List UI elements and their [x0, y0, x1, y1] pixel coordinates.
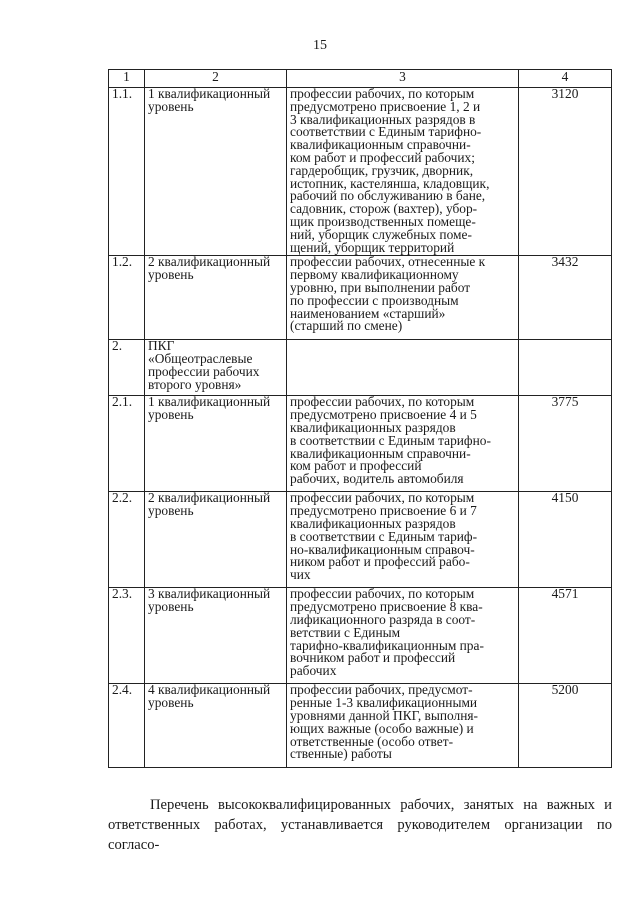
- qualification-level: 3 квалификационный уровень: [145, 588, 287, 684]
- table-row: [109, 588, 612, 684]
- body-paragraph: Перечень высококвалифицированных рабочих, занятых на важных и ответственных работах, устанавливается руководителем организации по согласо-: [108, 797, 612, 853]
- header-cell: 2: [145, 70, 287, 88]
- table-row: [109, 492, 612, 588]
- salary-table: [108, 69, 612, 768]
- row-number: 2.4.: [109, 684, 145, 768]
- qualification-level: 4 квалификационный уровень: [145, 684, 287, 768]
- profession-description: профессии рабочих, отнесенные к первому квалификационному уровню, при выполнении работ по профессии с производным наименованием «старший» (старший по смене): [287, 256, 519, 340]
- qualification-level: 2 квалификационный уровень: [145, 256, 287, 340]
- qualification-level: 1 квалификационный уровень: [145, 396, 287, 492]
- salary-value: 5200: [519, 684, 612, 768]
- salary-value: 4150: [519, 492, 612, 588]
- profession-description: профессии рабочих, по которым предусмотрено присвоение 6 и 7 квалификационных разрядов в соответствии с Единым тариф- но-квалификационным справоч- ником работ и профессий рабо- чих: [287, 492, 519, 588]
- header-cell: 4: [519, 70, 612, 88]
- row-number: 1.2.: [109, 256, 145, 340]
- table-row: [109, 256, 612, 340]
- profession-description: профессии рабочих, по которым предусмотрено присвоение 8 ква- лификационного разряда в соот- ветствии с Единым тарифно-квалификационным пра- вочником работ и профессий рабочих: [287, 588, 519, 684]
- table-row: [109, 684, 612, 768]
- salary-value: 4571: [519, 588, 612, 684]
- salary-value: [519, 340, 612, 396]
- header-cell: 1: [109, 70, 145, 88]
- table-row: [109, 340, 612, 396]
- salary-value: 3120: [519, 88, 612, 256]
- table-row: [109, 396, 612, 492]
- row-number: 2.: [109, 340, 145, 396]
- salary-value: 3775: [519, 396, 612, 492]
- table-header-row: [109, 70, 612, 88]
- group-title: ПКГ «Общеотраслевые профессии рабочих второго уровня»: [145, 340, 287, 396]
- profession-description: [287, 340, 519, 396]
- row-number: 2.3.: [109, 588, 145, 684]
- row-number: 2.1.: [109, 396, 145, 492]
- row-number: 1.1.: [109, 88, 145, 256]
- page-number: 15: [313, 38, 327, 53]
- salary-value: 3432: [519, 256, 612, 340]
- qualification-level: 2 квалификационный уровень: [145, 492, 287, 588]
- qualification-level: 1 квалификационный уровень: [145, 88, 287, 256]
- profession-description: профессии рабочих, предусмот- ренные 1-3 квалификационными уровнями данной ПКГ, выполня- ющих важные (особо важные) и ответственные (особо ответ- ственные) работы: [287, 684, 519, 768]
- profession-description: профессии рабочих, по которым предусмотрено присвоение 4 и 5 квалификационных разрядов в соответствии с Единым тарифно- квалификационным справочни- ком работ и профессий рабочих, водитель автомобиля: [287, 396, 519, 492]
- profession-description: профессии рабочих, по которым предусмотрено присвоение 1, 2 и 3 квалификационных разрядов в соответствии с Единым тарифно- квалификационным справочни- ком работ и профессий рабочих; гардеробщик, грузчик, дворник, истопник, кастелянша, кладовщик, рабочий по обслуживанию в бане, садовник, сторож (вахтер), убор- щик производственных помеще- ний, уборщик служебных поме- щений, уборщик территорий: [287, 88, 519, 256]
- row-number: 2.2.: [109, 492, 145, 588]
- header-cell: 3: [287, 70, 519, 88]
- table-row: [109, 88, 612, 256]
